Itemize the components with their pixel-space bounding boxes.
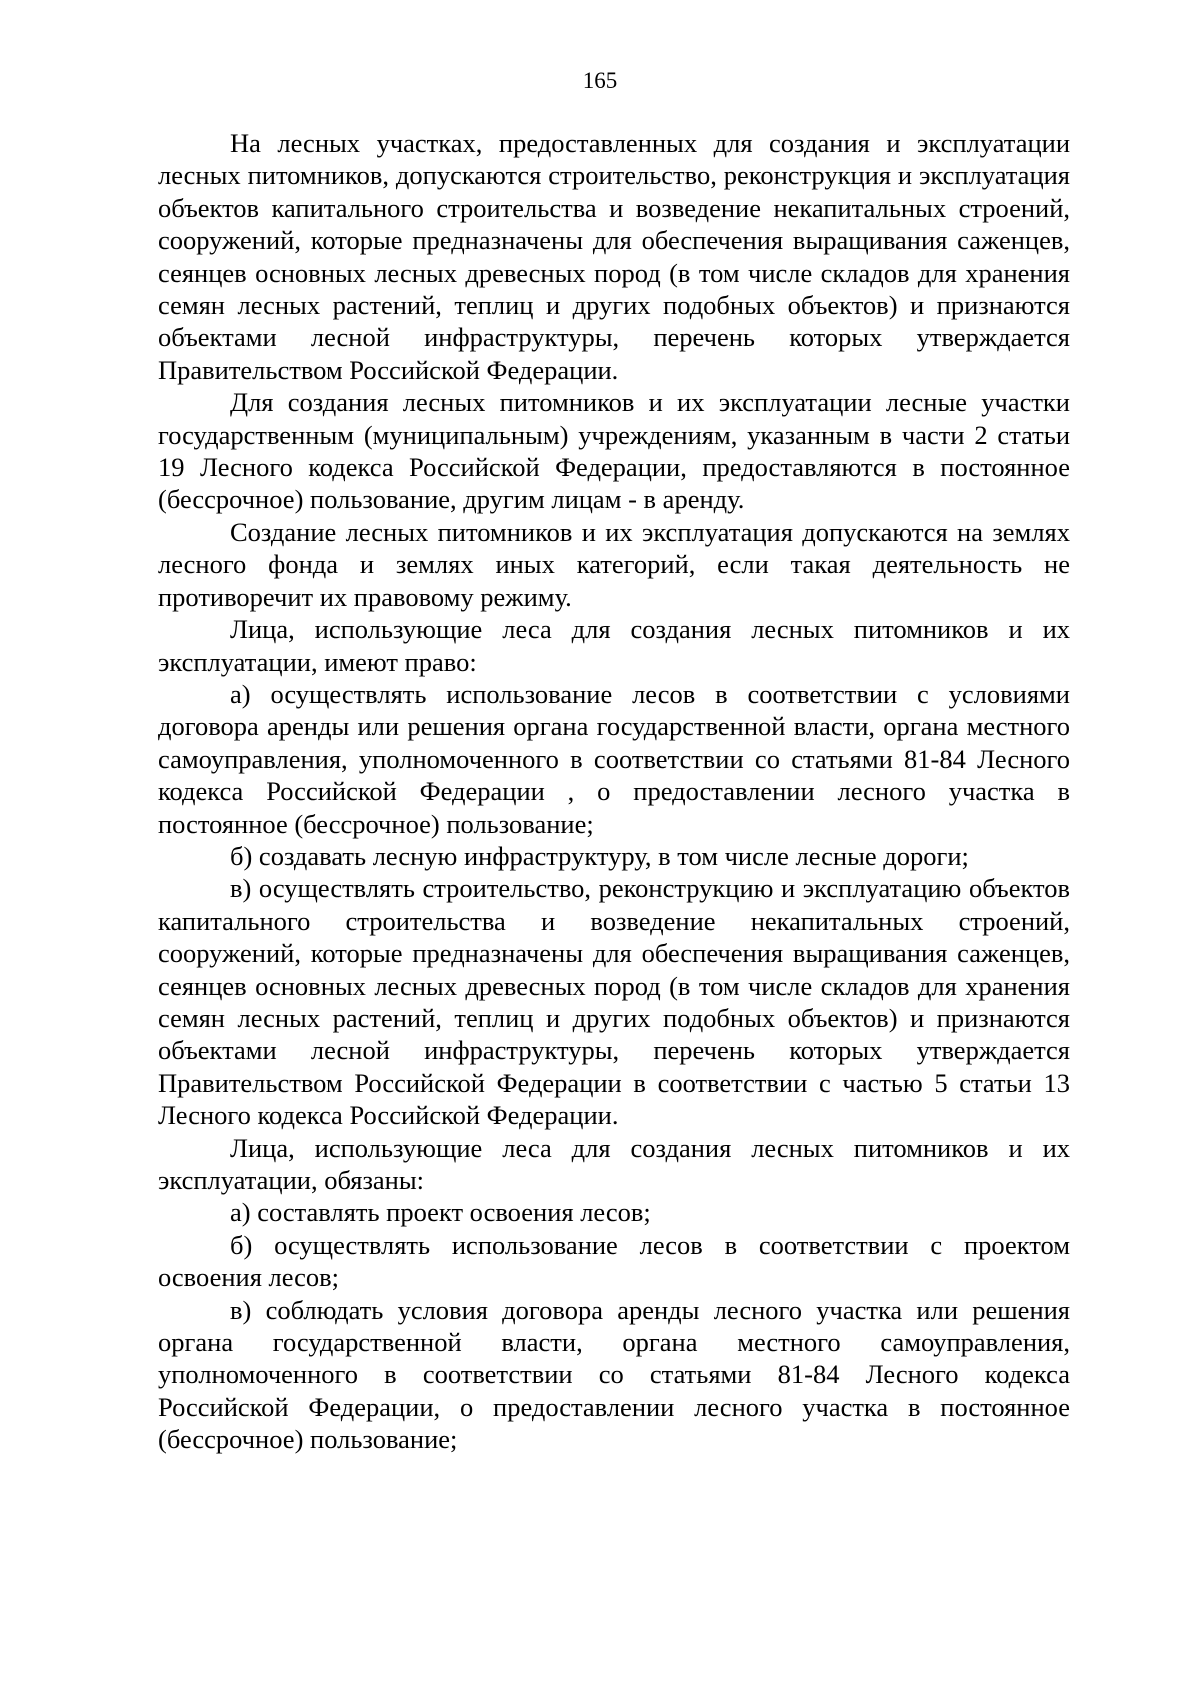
list-item-obligation-c: в) соблюдать условия договора аренды лесного участка или решения органа государственной власти, органа местного самоуправления, уполномоченного в соответствии со статьями 81-84 Лесного кодекса Российской Федерации, о предоставлении лесного участка в постоянное (бессрочное) пользование; (158, 1294, 1070, 1455)
list-item-obligation-b: б) осуществлять использование лесов в соответствии с проектом освоения лесов; (158, 1229, 1070, 1293)
paragraph-plot-provision: Для создания лесных питомников и их эксплуатации лесные участки государственным (муниципальным) учреждениям, указанным в части 2 статьи 19 Лесного кодекса Российской Федерации, предоставляются в постоянное (бессрочное) пользование, другим лицам - в аренду. (158, 387, 1070, 515)
list-item-right-a: а) осуществлять использование лесов в соответствии с условиями договора аренды или решения органа государственной власти, органа местного самоуправления, уполномоченного в соответствии со статьями 81-84 Лесного кодекса Российской Федерации , о предоставлении лесного участка в постоянное (бессрочное) пользование; (158, 678, 1070, 839)
document-body (158, 127, 1070, 1456)
paragraph-nursery-construction: На лесных участках, предоставленных для создания и эксплуатации лесных питомников, допускаются строительство, реконструкция и эксплуатация объектов капитального строительства и возведение некапитальных строений, сооружений, которые предназначены для обеспечения выращивания саженцев, сеянцев основных лесных древесных пород (в том числе складов для хранения семян лесных растений, теплиц и других подобных объектов) и признаются объектами лесной инфраструктуры, перечень которых утверждается Правительством Российской Федерации. (158, 128, 1070, 385)
list-item-right-c: в) осуществлять строительство, реконструкцию и эксплуатацию объектов капитального строительства и возведение некапитальных строений, сооружений, которые предназначены для обеспечения выращивания саженцев, сеянцев основных лесных древесных пород (в том числе складов для хранения семян лесных растений, теплиц и других подобных объектов) и признаются объектами лесной инфраструктуры, перечень которых утверждается Правительством Российской Федерации в соответствии с частью 5 статьи 13 Лесного кодекса Российской Федерации. (158, 873, 1070, 1131)
paragraph-obligations-heading: Лица, использующие леса для создания лесных питомников и их эксплуатации, обязаны: (158, 1132, 1070, 1195)
paragraph-rights-heading: Лица, использующие леса для создания лесных питомников и их эксплуатации, имеют право: (158, 614, 1070, 677)
list-item-right-b: б) создавать лесную инфраструктуру, в том числе лесные дороги; (230, 840, 969, 871)
page-number: 165 (582, 68, 618, 93)
list-item-obligation-a: а) составлять проект освоения лесов; (230, 1197, 651, 1228)
paragraph-land-categories: Создание лесных питомников и их эксплуатация допускаются на землях лесного фонда и землях иных категорий, если такая деятельность не противоречит их правовому режиму. (158, 516, 1070, 612)
